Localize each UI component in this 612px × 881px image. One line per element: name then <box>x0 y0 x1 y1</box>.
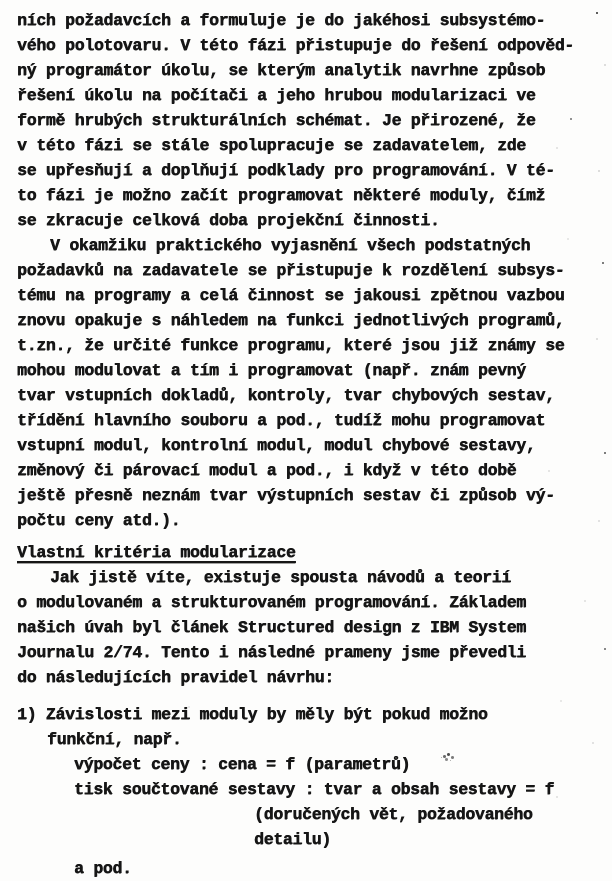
text-line: do následujících pravidel návrhu: <box>17 668 334 687</box>
text-line: formě hrubých strukturálních schémat. Je přirozené, že <box>17 111 536 130</box>
text-line: Vlastní kritéria modularizace <box>17 543 296 562</box>
text-line: vstupní modul, kontrolní modul, modul chybové sestavy, <box>17 436 536 455</box>
text-line: našich úvah byl článek Structured design z IBM System <box>17 618 526 637</box>
text-line: mohou modulovat a tím i programovat (např. znám pevný <box>17 361 526 380</box>
text-line: vého polotovaru. V této fázi přistupuje do řešení odpověd- <box>17 36 574 55</box>
text-line: o modulovaném a strukturovaném programování. Základem <box>17 593 526 612</box>
text-line: ný programátor úkolu, se kterým analytik navrhne způsob <box>17 61 546 80</box>
text-line: znovu opakuje s náhledem na funkci jednotlivých programů, <box>17 311 565 330</box>
document-text-block <box>17 8 598 881</box>
text-line: tému na programy a celá činnost se jakousi zpětnou vazbou <box>17 286 565 305</box>
scan-specks <box>0 0 2 2</box>
text-line: funkční, např. <box>47 730 182 749</box>
text-line: změnový či párovací modul a pod., i když v této době <box>17 461 517 480</box>
text-line: požadavků na zadavatele se přistupuje k rozdělení subsys- <box>17 261 565 280</box>
text-line: tisk součtované sestavy : tvar a obsah sestavy = f <box>74 780 555 799</box>
text-line: to fázi je možno začít programovat některé moduly, čímž <box>17 186 546 205</box>
text-line: třídění hlavního souboru a pod., tudíž mohu programovat <box>17 411 546 430</box>
text-line: Jak jistě víte, existuje spousta návodů a teorií <box>50 568 511 587</box>
text-line: tvar vstupních dokladů, kontroly, tvar chybových sestav, <box>17 386 555 405</box>
text-line: ještě přesně neznám tvar výstupních sestav či způsob vý- <box>17 486 555 505</box>
ink-smudge <box>443 755 446 758</box>
text-line: ních požadavcích a formuluje je do jakéhosi subsystémo- <box>17 11 546 30</box>
text-line: (doručených vět, požadovaného <box>254 805 533 824</box>
text-line: se upřesňují a doplňují podklady pro programování. V té- <box>17 161 555 180</box>
text-line: počtu ceny atd.). <box>17 511 181 530</box>
text-line: výpočet ceny : cena = f (parametrů) <box>74 755 411 774</box>
text-line: detailu) <box>254 830 331 849</box>
text-line: t.zn., že určité funkce programu, které jsou již známy se <box>17 336 565 355</box>
text-line: V okamžiku praktického vyjasnění všech podstatných <box>50 236 531 255</box>
text-line: v této fázi se stále spolupracuje se zadavatelem, zde <box>17 136 526 155</box>
text-line: se zkracuje celková doba projekční činnosti. <box>17 211 440 230</box>
text-line: řešení úkolu na počítači a jeho hrubou modularizaci ve <box>17 86 536 105</box>
text-line: 1) Závislosti mezi moduly by měly být pokud možno <box>17 705 488 724</box>
text-line: Journalu 2/74. Tento i následné prameny jsme převedli <box>17 643 526 662</box>
text-line: a pod. <box>74 859 132 878</box>
